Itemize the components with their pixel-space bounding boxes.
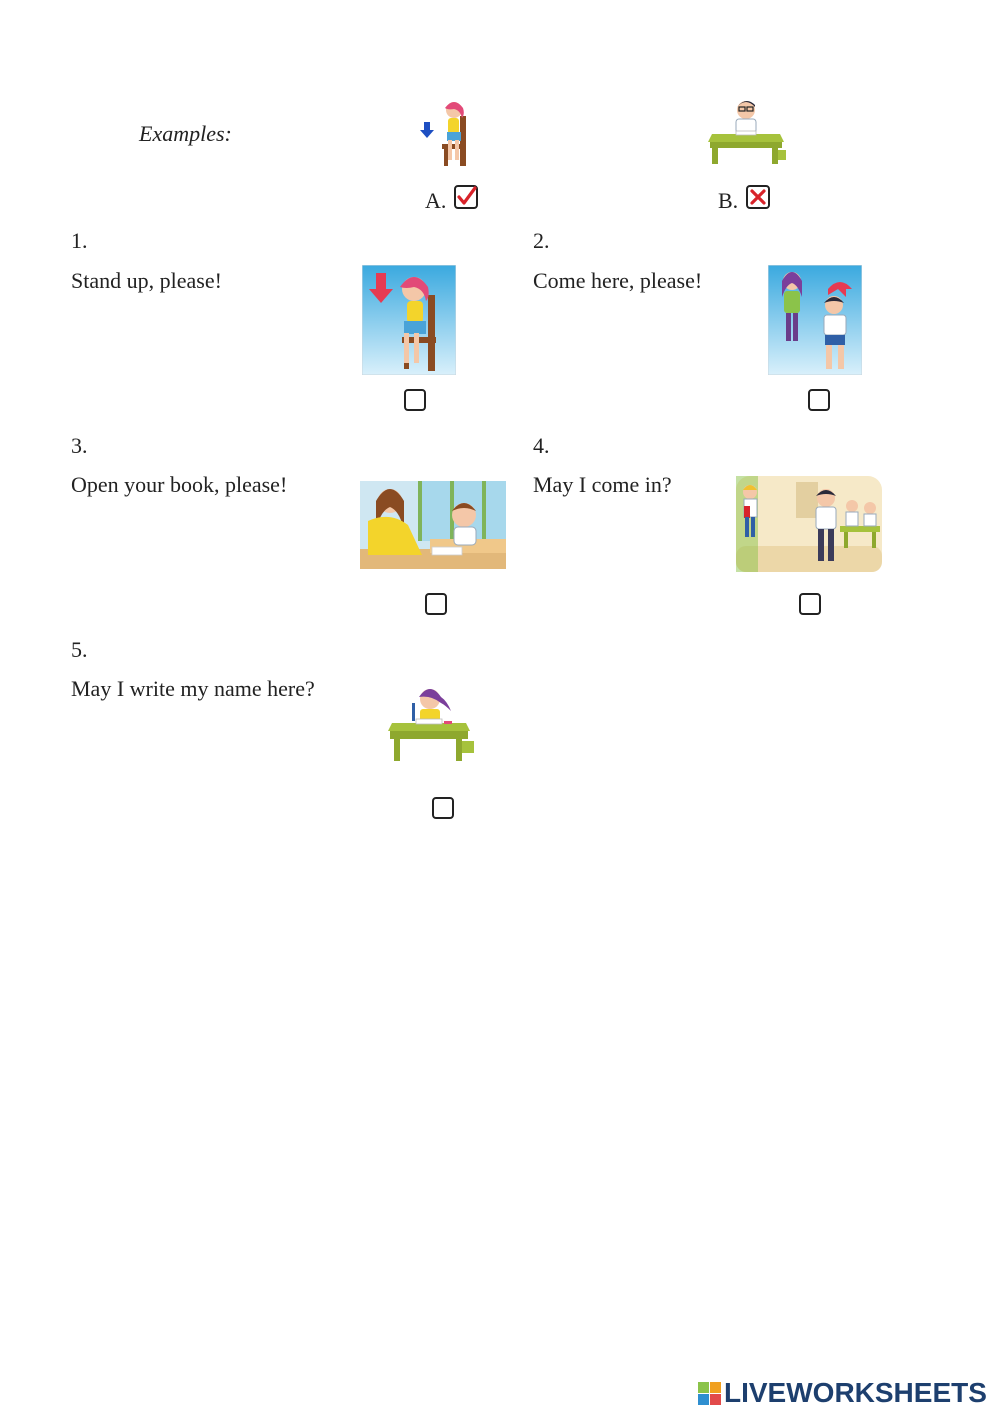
example-a-label: A. bbox=[425, 188, 447, 213]
item-1-checkbox[interactable] bbox=[404, 389, 426, 411]
liveworksheets-logo bbox=[698, 1377, 987, 1408]
item-4-sentence: May I come in? bbox=[533, 472, 672, 497]
example-b-label: B. bbox=[718, 188, 739, 213]
brand-name: LIVEWORKSHEETS bbox=[724, 1377, 987, 1408]
cross-mark-icon bbox=[746, 185, 770, 209]
item-3-number: 3. bbox=[71, 433, 88, 458]
example-b-picture bbox=[706, 98, 788, 168]
examples-label: Examples: bbox=[139, 121, 232, 146]
item-5-picture bbox=[386, 683, 478, 773]
check-mark-icon bbox=[454, 185, 478, 209]
item-3-picture bbox=[360, 481, 506, 569]
item-5-sentence: May I write my name here? bbox=[71, 676, 315, 701]
item-4-picture bbox=[736, 476, 882, 572]
item-4-number: 4. bbox=[533, 433, 550, 458]
item-1-sentence: Stand up, please! bbox=[71, 268, 222, 293]
item-3-checkbox[interactable] bbox=[425, 593, 447, 615]
example-a-picture bbox=[416, 98, 476, 168]
item-4-checkbox[interactable] bbox=[799, 593, 821, 615]
item-1-number: 1. bbox=[71, 228, 88, 253]
item-2-number: 2. bbox=[533, 228, 550, 253]
item-2-checkbox[interactable] bbox=[808, 389, 830, 411]
item-5-checkbox[interactable] bbox=[432, 797, 454, 819]
brand-blocks-icon bbox=[698, 1382, 721, 1405]
item-3-sentence: Open your book, please! bbox=[71, 472, 288, 497]
item-2-sentence: Come here, please! bbox=[533, 268, 703, 293]
item-1-picture bbox=[362, 265, 456, 375]
item-2-picture bbox=[768, 265, 862, 375]
item-5-number: 5. bbox=[71, 637, 88, 662]
